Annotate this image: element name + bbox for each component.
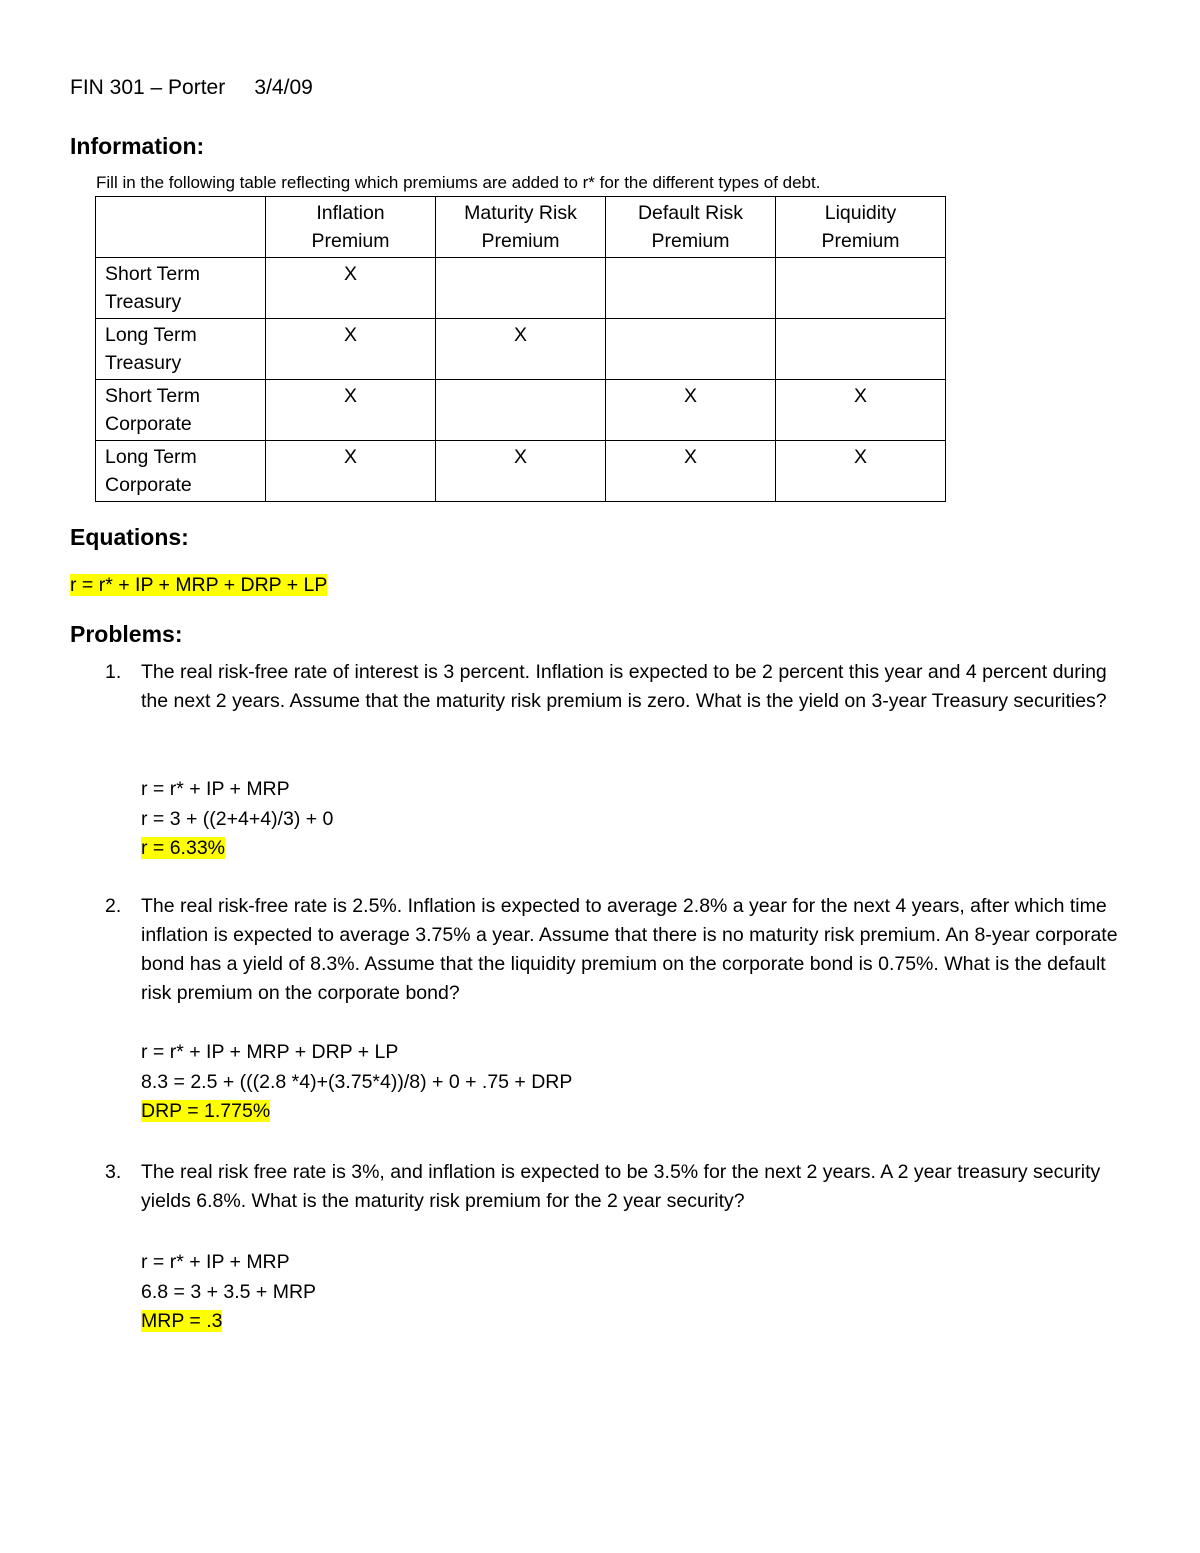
table-header-cell: Inflation Premium — [266, 197, 436, 258]
table-cell: X — [776, 380, 946, 441]
row-label: Short Term Treasury — [96, 258, 266, 319]
problem-number: 2. — [105, 895, 122, 917]
table-cell: X — [606, 380, 776, 441]
problem-3-work — [141, 1248, 316, 1337]
problem-question: The real risk-free rate of interest is 3 percent. Inflation is expected to be 2 percent this year and 4 percent during the next 2 years. Assume that the maturity risk premium is zero. What is the yield on 3-year Treasury securities? — [141, 661, 1107, 712]
problems-heading: Problems: — [70, 621, 183, 647]
table-header-cell — [96, 197, 266, 258]
table-instruction: Fill in the following table reflecting which premiums are added to r* for the different types of debt. — [96, 173, 821, 192]
table-header-row — [96, 197, 946, 258]
table-cell: X — [436, 441, 606, 502]
problem-3 — [105, 1158, 1135, 1216]
table-row — [96, 441, 946, 502]
work-line: 8.3 = 2.5 + (((2.8 *4)+(3.75*4))/8) + 0 + .75 + DRP — [141, 1070, 573, 1093]
work-line: 6.8 = 3 + 3.5 + MRP — [141, 1280, 317, 1303]
table-cell — [606, 319, 776, 380]
table-row — [96, 319, 946, 380]
equations-heading: Equations: — [70, 524, 189, 550]
information-heading: Information: — [70, 133, 205, 159]
document-header — [70, 76, 313, 100]
table-cell: X — [436, 319, 606, 380]
table-header-cell: Maturity Risk Premium — [436, 197, 606, 258]
table-cell — [776, 258, 946, 319]
table-row — [96, 258, 946, 319]
work-line: r = r* + IP + MRP — [141, 778, 290, 800]
table-cell — [776, 319, 946, 380]
problem-2-work — [141, 1038, 572, 1127]
table-cell — [436, 258, 606, 319]
problem-answer: DRP = 1.775% — [141, 1100, 271, 1122]
table-cell: X — [776, 441, 946, 502]
problem-1 — [105, 658, 1135, 716]
problem-2 — [105, 892, 1135, 1008]
document-date: 3/4/09 — [254, 76, 313, 99]
problem-question: The real risk-free rate is 2.5%. Inflation is expected to average 2.8% a year for the next 4 years, after which time inflation is expected to average 3.75% a year. Assume that there is no maturity risk premium. An 8-year corporate bond has a yield of 8.3%. Assume that the liquidity premium on the corporate bond is 0.75%. What is the default risk premium on the corporate bond? — [141, 895, 1118, 1004]
table-header-cell: Liquidity Premium — [776, 197, 946, 258]
problem-1-work — [141, 775, 333, 864]
problem-answer: MRP = .3 — [141, 1310, 223, 1332]
work-line: r = 3 + ((2+4+4)/3) + 0 — [141, 807, 334, 830]
table-cell: X — [266, 258, 436, 319]
table-cell: X — [266, 319, 436, 380]
problem-question: The real risk free rate is 3%, and inflation is expected to be 3.5% for the next 2 years. A 2 year treasury security yields 6.8%. What is the maturity risk premium for the 2 year security? — [141, 1161, 1101, 1212]
table-cell — [436, 380, 606, 441]
work-line: r = r* + IP + MRP — [141, 1251, 290, 1273]
premium-table — [95, 196, 946, 502]
row-label: Long Term Treasury — [96, 319, 266, 380]
table-cell: X — [266, 380, 436, 441]
table-cell: X — [606, 441, 776, 502]
table-cell: X — [266, 441, 436, 502]
row-label: Short Term Corporate — [96, 380, 266, 441]
table-cell — [606, 258, 776, 319]
main-equation — [70, 574, 327, 597]
work-line: r = r* + IP + MRP + DRP + LP — [141, 1041, 399, 1063]
table-row — [96, 380, 946, 441]
table-header-cell: Default Risk Premium — [606, 197, 776, 258]
problem-number: 1. — [105, 661, 122, 683]
row-label: Long Term Corporate — [96, 441, 266, 502]
main-equation-text: r = r* + IP + MRP + DRP + LP — [70, 574, 328, 596]
course-name: FIN 301 – Porter — [70, 76, 226, 99]
problem-answer: r = 6.33% — [141, 837, 226, 859]
problem-number: 3. — [105, 1161, 122, 1183]
